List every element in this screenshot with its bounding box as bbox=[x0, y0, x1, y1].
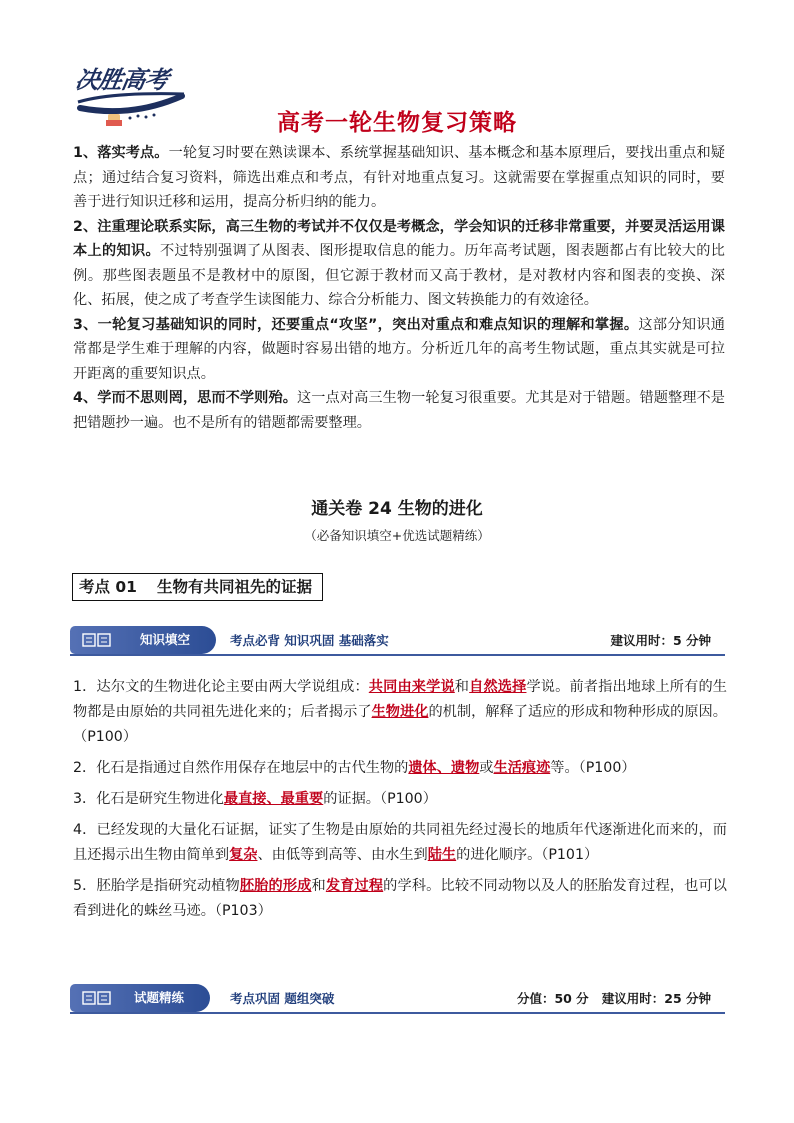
answer-blank: 共同由来学说 bbox=[368, 679, 455, 695]
knowledge-bar bbox=[70, 626, 725, 656]
knowledge-tag bbox=[70, 626, 216, 654]
answer-blank: 最直接、最重要 bbox=[223, 791, 324, 807]
fact-item bbox=[73, 756, 727, 781]
intro-lead: 3、一轮复习基础知识的同时，还要重点“攻坚”，突出对重点和难点知识的理解和掌握。 bbox=[73, 316, 639, 333]
practice-score: 分值：50 分 bbox=[516, 991, 589, 1006]
fact-text: 学说。前者指出地球上所有的生物都是由原始的共同祖先进化来的；后者揭示了 bbox=[73, 679, 727, 720]
fact-text: 的证据。（P100） bbox=[323, 791, 437, 807]
fact-text: 或 bbox=[479, 760, 494, 776]
intro-lead: 2、注重理论联系实际，高三生物的考试并不仅仅是考概念，学会知识的迁移非常重要，并要灵活运用课本上的知识。 bbox=[73, 218, 725, 259]
answer-blank: 生活痕迹 bbox=[493, 760, 551, 776]
knowledge-time: 建议用时：5 分钟 bbox=[610, 633, 711, 648]
answer-blank: 生物进化 bbox=[371, 704, 429, 720]
knowledge-tag-label: 知识填空 bbox=[140, 632, 191, 647]
knowledge-facts bbox=[73, 675, 727, 930]
fact-text: 的机制，解释了适应的形成和物种形成的原因。（P100） bbox=[73, 704, 727, 745]
practice-tag-label: 试题精练 bbox=[134, 990, 185, 1005]
fact-text: 的学科。比较不同动物以及人的胚胎发育过程，也可以看到进化的蛛丝马迹。（P103） bbox=[73, 878, 727, 919]
intro-paragraph bbox=[73, 313, 725, 387]
intro-text: 这部分知识通常都是学生难于理解的内容，做题时容易出错的地方。分析近几年的高考生物试题，重点其实就是可拉开距离的重要知识点。 bbox=[73, 316, 725, 382]
topic-number: 考点 01 bbox=[79, 578, 137, 596]
intro-paragraph bbox=[73, 215, 725, 313]
answer-blank: 遗体、遗物 bbox=[408, 760, 480, 776]
logo-text: 决胜高考 bbox=[73, 65, 171, 94]
practice-bar bbox=[70, 984, 725, 1014]
fact-text: 的进化顺序。（P101） bbox=[456, 847, 599, 863]
book-icon bbox=[82, 991, 112, 1005]
practice-tag bbox=[70, 984, 210, 1012]
fact-text: 4．已经发现的大量化石证据，证实了生物是由原始的共同祖先经过漫长的地质年代逐渐进化而来的，而且还揭示出生物由简单到 bbox=[73, 822, 727, 863]
intro-text: 这一点对高三生物一轮复习很重要。尤其是对于错题。错题整理不是把错题抄一遍。也不是所有的错题都需要整理。 bbox=[73, 390, 725, 431]
fact-item bbox=[73, 675, 727, 750]
practice-score-time bbox=[517, 989, 711, 1007]
fact-text: 和 bbox=[311, 878, 326, 894]
fact-item bbox=[73, 787, 727, 812]
fact-text: 、由低等到高等、由水生到 bbox=[257, 847, 428, 863]
page-title: 高考一轮生物复习策略 bbox=[277, 110, 517, 136]
intro-lead: 1、落实考点。 bbox=[73, 145, 169, 161]
fact-text: 1．达尔文的生物进化论主要由两大学说组成： bbox=[73, 679, 369, 695]
intro-paragraph bbox=[73, 141, 725, 215]
intro-paragraph bbox=[73, 386, 725, 435]
topic-name: 生物有共同祖先的证据 bbox=[156, 578, 312, 596]
divider bbox=[70, 654, 725, 656]
fact-text: 3．化石是研究生物进化 bbox=[73, 791, 224, 807]
book-icon bbox=[82, 633, 112, 647]
answer-blank: 自然选择 bbox=[469, 679, 527, 695]
practice-time: 建议用时：25 分钟 bbox=[601, 991, 711, 1006]
intro-section bbox=[73, 141, 725, 435]
exam-title: 通关卷 24 生物的进化 bbox=[311, 499, 483, 519]
intro-text: 一轮复习时要在熟读课本、系统掌握基础知识、基本概念和基本原理后，要找出重点和疑点；通过结合复习资料，筛选出难点和考点，有针对地重点复习。这就需要在掌握重点知识的同时，要善于进行知识迁移和运用，提高分析归纳的能力。 bbox=[73, 145, 725, 210]
answer-blank: 陆生 bbox=[427, 847, 457, 863]
intro-lead: 4、学而不思则罔，思而不学则殆。 bbox=[73, 390, 297, 406]
exam-subtitle: （必备知识填空+优选试题精练） bbox=[304, 528, 490, 543]
fact-text: 等。（P100） bbox=[550, 760, 636, 776]
practice-desc: 考点巩固 题组突破 bbox=[230, 991, 335, 1006]
knowledge-desc: 考点必背 知识巩固 基础落实 bbox=[230, 633, 389, 648]
fact-text: 2．化石是指通过自然作用保存在地层中的古代生物的 bbox=[73, 760, 409, 776]
fact-text: 和 bbox=[454, 679, 470, 695]
answer-blank: 复杂 bbox=[229, 847, 258, 863]
fact-item bbox=[73, 874, 727, 924]
fact-text: 5．胚胎学是指研究动植物 bbox=[73, 878, 240, 894]
answer-blank: 胚胎的形成 bbox=[239, 878, 312, 894]
fact-item bbox=[73, 818, 727, 868]
divider bbox=[70, 1012, 725, 1014]
intro-text: 不过特别强调了从图表、图形提取信息的能力。历年高考试题，图表题都占有比较大的比例。那些图表题虽不是教材中的原图，但它源于教材而又高于教材，是对教材内容和图表的变换、深化、拓展，使之成了考查学生读图能力、综合分析能力、图文转换能力的有效途径。 bbox=[73, 243, 725, 308]
topic-heading bbox=[72, 573, 323, 601]
answer-blank: 发育过程 bbox=[325, 878, 384, 894]
